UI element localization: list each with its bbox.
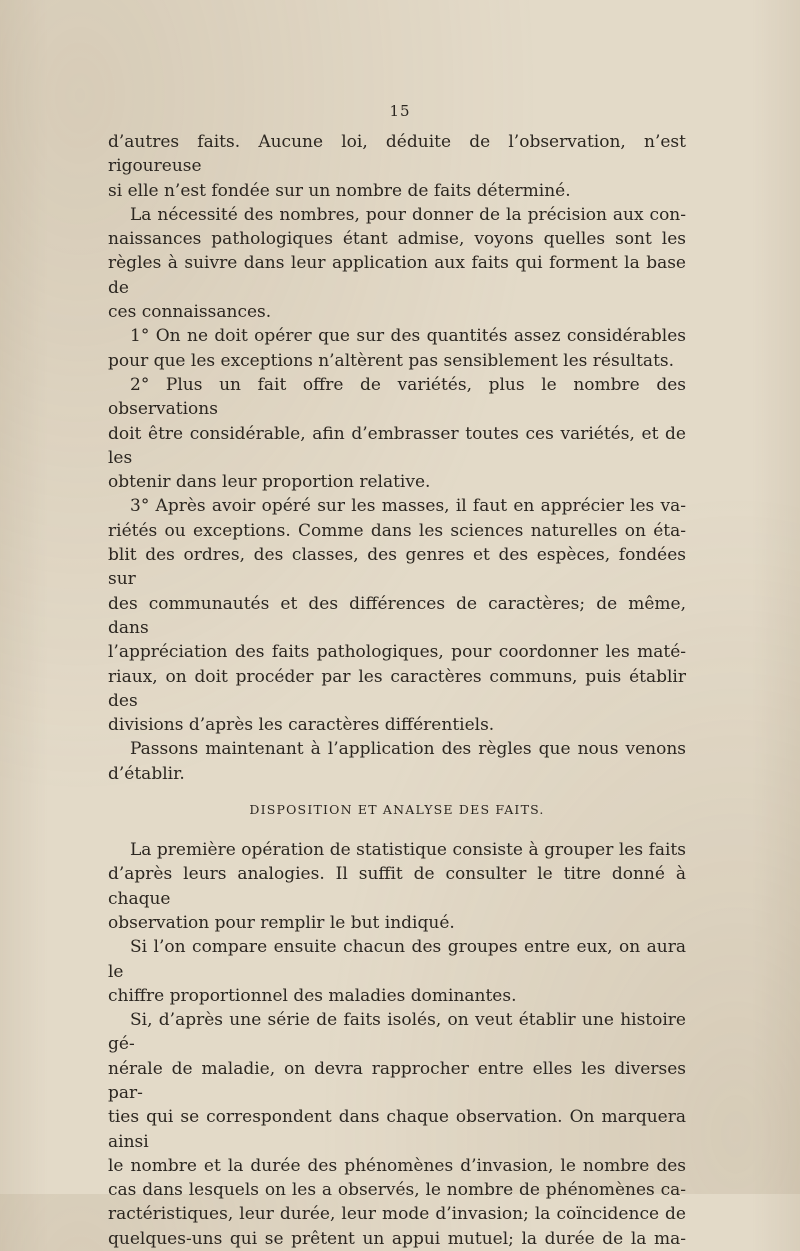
text-line: d’après leurs analogies. Il suffit de consulter le titre donné à chaque [108, 864, 686, 909]
text-line: des communautés et des différences de caractères; de même, dans [108, 593, 686, 638]
text-line: règles à suivre dans leur application aux faits qui forment la base de [108, 253, 686, 298]
text-line: blit des ordres, des classes, des genres et des espèces, fondées sur [108, 545, 686, 590]
text-line: riétés ou exceptions. Comme dans les sciences naturelles on éta- [108, 520, 686, 541]
text-line: 1° On ne doit opérer que sur des quantités assez considérables [130, 326, 686, 347]
text-line: quelques-uns qui se prêtent un appui mutuel; la durée de la ma- [108, 1228, 686, 1249]
text-line: 2° Plus un fait offre de variétés, plus le nombre des observations [108, 374, 686, 420]
text-line: riaux, on doit procéder par les caractères communs, puis établir des [108, 666, 686, 711]
text-line: d’autres faits. Aucune loi, déduite de l’observation, n’est rigoureuse [108, 132, 686, 177]
paragraph [108, 494, 686, 737]
text-line: naissances pathologiques étant admise, voyons quelles sont les [108, 229, 686, 250]
paragraph [108, 838, 686, 935]
paragraph [108, 130, 686, 203]
paragraph [108, 203, 686, 324]
text-line: nérale de maladie, on devra rapprocher entre elles les diverses par- [108, 1058, 686, 1103]
text-line: 3° Après avoir opéré sur les masses, il faut en apprécier les va- [130, 496, 686, 517]
text-line: ractéristiques, leur durée, leur mode d’invasion; la coïncidence de [108, 1204, 686, 1225]
text-line: le nombre et la durée des phénomènes d’invasion, le nombre des [108, 1155, 686, 1176]
text-line: Passons maintenant à l’application des règles que nous venons [130, 739, 686, 760]
paragraph [108, 935, 686, 1008]
text-line: La première opération de statistique consiste à grouper les faits [130, 840, 686, 861]
text-line: d’établir. [108, 763, 185, 784]
text-line: ces connaissances. [108, 302, 272, 323]
section-heading: DISPOSITION ET ANALYSE DES FAITS. [249, 802, 545, 818]
text-line: obtenir dans leur proportion relative. [108, 472, 431, 493]
text-line: La nécessité des nombres, pour donner de la précision aux con- [130, 204, 686, 225]
text-line: Si, d’après une série de faits isolés, on veut établir une histoire gé- [108, 1010, 686, 1055]
paragraph [108, 324, 686, 373]
text-line: pour que les exceptions n’altèrent pas sensiblement les résultats. [108, 350, 675, 371]
text-line: doit être considérable, afin d’embrasser toutes ces variétés, et de les [108, 423, 686, 468]
text-line: cas dans lesquels on les a observés, le nombre de phénomènes ca- [108, 1180, 686, 1201]
text-line: divisions d’après les caractères différentiels. [108, 715, 495, 736]
paragraph [108, 1008, 686, 1251]
text-line: l’appréciation des faits pathologiques, pour coordonner les maté- [108, 642, 686, 663]
text-line: ties qui se correspondent dans chaque observation. On marquera ainsi [108, 1107, 686, 1152]
page-number: 15 [389, 102, 411, 120]
body-text [108, 130, 686, 1251]
paragraph [108, 737, 686, 786]
text-line: observation pour remplir le but indiqué. [108, 912, 455, 933]
text-line: si elle n’est fondée sur un nombre de faits déterminé. [108, 180, 571, 201]
paragraph [108, 373, 686, 494]
text-line: Si l’on compare ensuite chacun des groupes entre eux, on aura le [108, 937, 686, 982]
text-line: chiffre proportionnel des maladies dominantes. [108, 985, 517, 1006]
